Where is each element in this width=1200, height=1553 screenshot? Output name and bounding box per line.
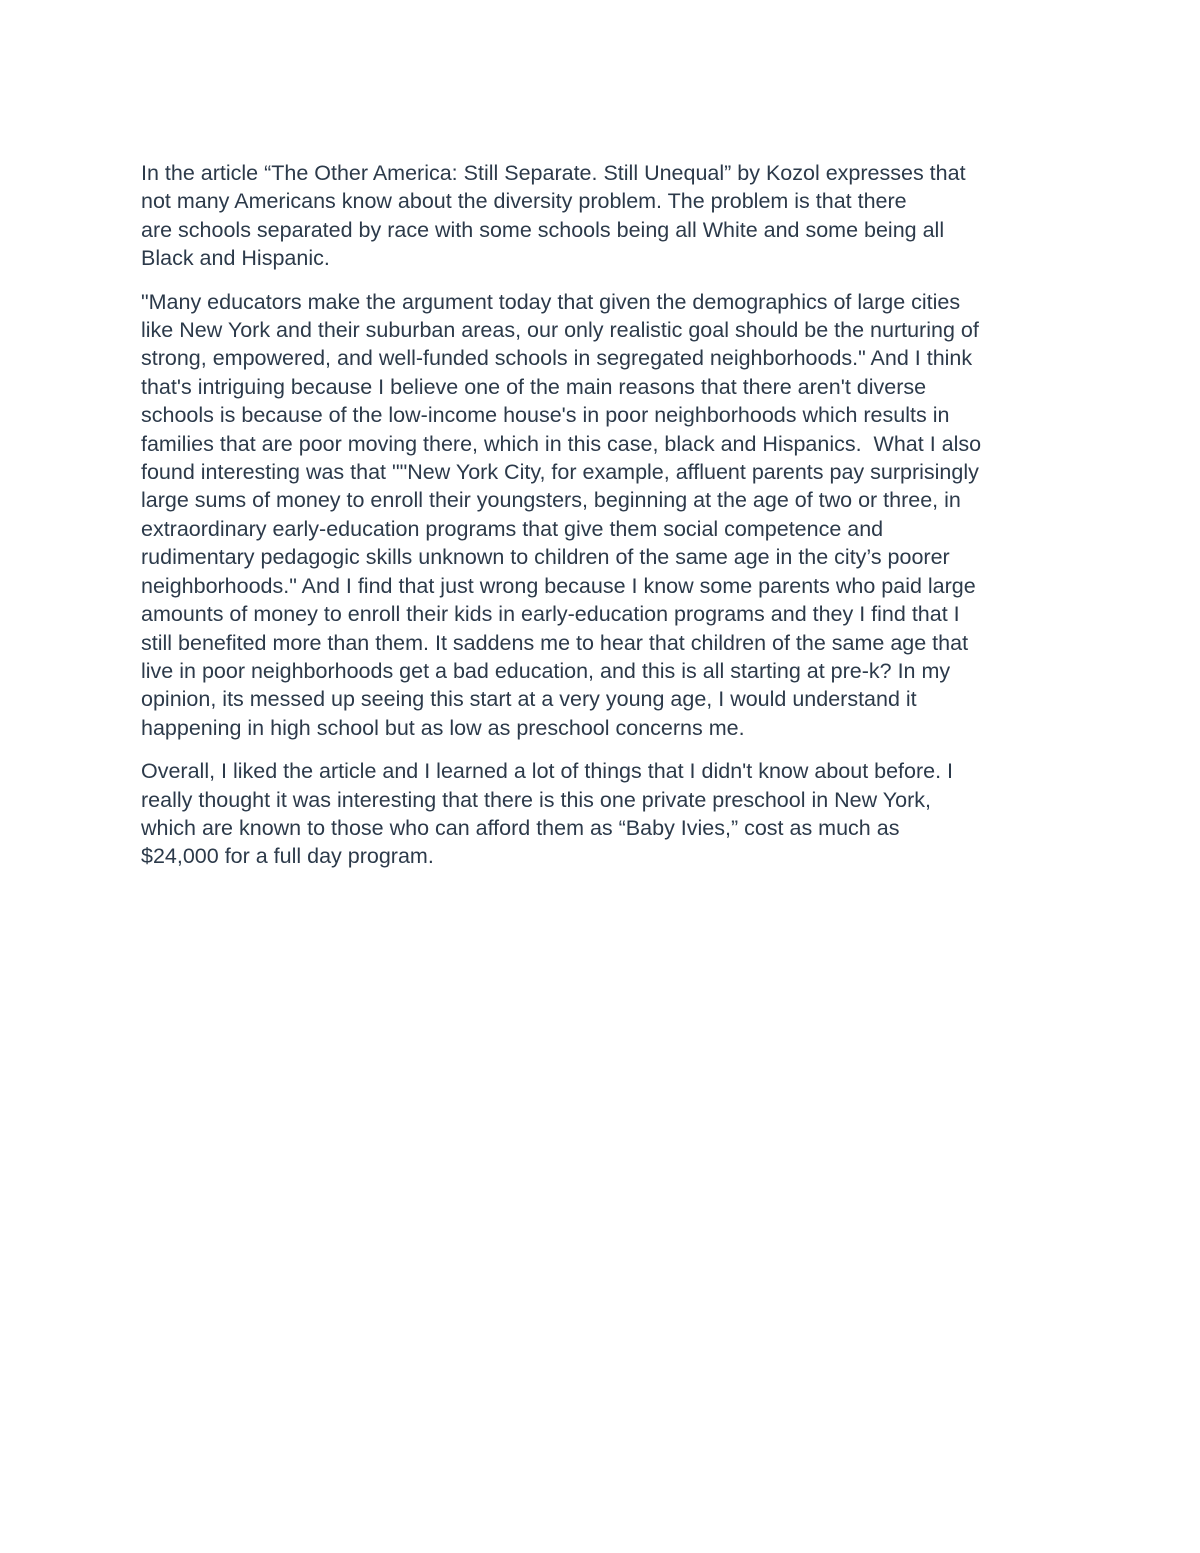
text-line: "Many educators make the argument today that given the demographics of large cities xyxy=(141,289,961,314)
paragraph-3 xyxy=(141,757,1066,871)
text-line: which are known to those who can afford them as “Baby Ivies,” cost as much as xyxy=(141,815,900,840)
text-line: strong, empowered, and well-funded schools in segregated neighborhoods." And I think xyxy=(141,346,973,371)
text-line: that's intriguing because I believe one of the main reasons that there aren't diverse xyxy=(141,374,927,399)
text-line: happening in high school but as low as preschool concerns me. xyxy=(141,715,745,740)
text-line: like New York and their suburban areas, our only realistic goal should be the nurturing of xyxy=(141,318,979,343)
document-body xyxy=(141,159,1066,886)
text-line: Black and Hispanic. xyxy=(141,246,330,271)
text-line: extraordinary early-education programs that give them social competence and xyxy=(141,516,884,541)
text-line: are schools separated by race with some schools being all White and some being all xyxy=(141,217,945,242)
text-line: rudimentary pedagogic skills unknown to children of the same age in the city’s poorer xyxy=(141,545,950,570)
text-line: neighborhoods." And I find that just wrong because I know some parents who paid large xyxy=(141,573,976,598)
text-line: $24,000 for a full day program. xyxy=(141,844,434,869)
text-line: In the article “The Other America: Still Separate. Still Unequal” by Kozol expresses that xyxy=(141,161,966,185)
text-line: Overall, I liked the article and I learned a lot of things that I didn't know about before. I xyxy=(141,759,954,784)
text-line: families that are poor moving there, which in this case, black and Hispanics. What I also xyxy=(141,431,982,456)
text-line: amounts of money to enroll their kids in early-education programs and they I find that I xyxy=(141,602,960,627)
text-line: live in poor neighborhoods get a bad education, and this is all starting at pre-k? In my xyxy=(141,658,951,683)
text-line: really thought it was interesting that there is this one private preschool in New York, xyxy=(141,787,931,812)
text-line: not many Americans know about the diversity problem. The problem is that there xyxy=(141,189,907,214)
text-line: still benefited more than them. It saddens me to hear that children of the same age that xyxy=(141,630,969,655)
text-line: schools is because of the low-income house's in poor neighborhoods which results in xyxy=(141,403,950,428)
text-line: large sums of money to enroll their youngsters, beginning at the age of two or three, in xyxy=(141,488,961,513)
text-line: found interesting was that ""New York City, for example, affluent parents pay surprisingly xyxy=(141,460,979,485)
paragraph-2 xyxy=(141,288,1066,743)
paragraph-1 xyxy=(141,159,1066,273)
text-line: opinion, its messed up seeing this start at a very young age, I would understand it xyxy=(141,687,917,712)
